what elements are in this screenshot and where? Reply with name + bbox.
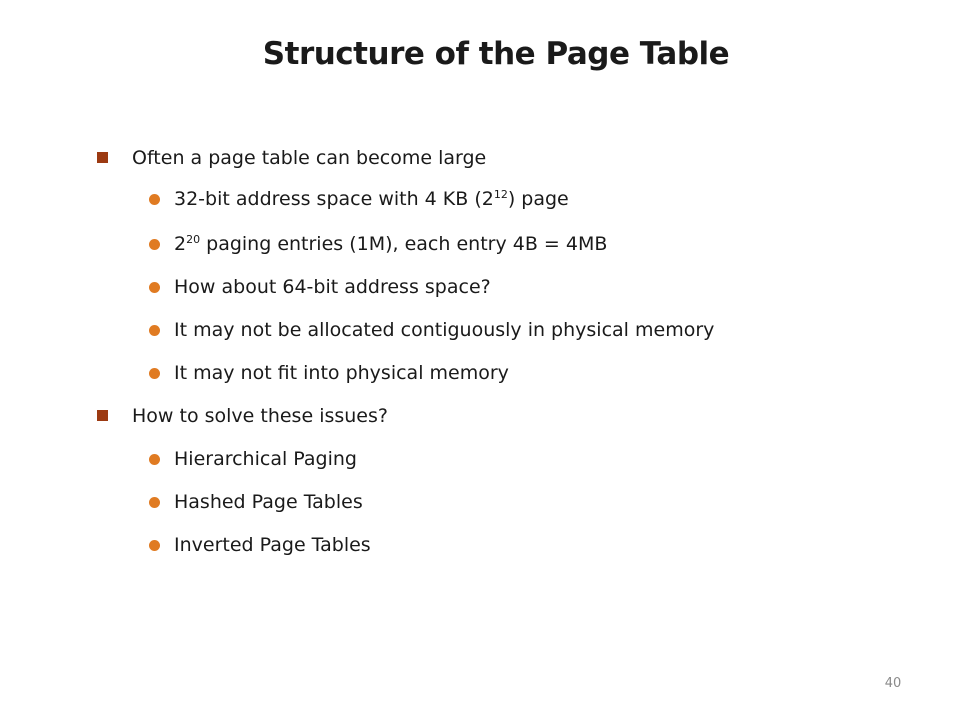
dot-bullet-icon <box>149 239 160 250</box>
superscript-exponent: 12 <box>493 188 508 201</box>
dot-bullet-icon <box>149 194 160 205</box>
bullet-text-part: paging entries (1M), each entry 4B = 4MB <box>200 233 608 255</box>
bullet-text-part: ) page <box>507 188 569 210</box>
bullet-text <box>174 184 569 214</box>
bullet-text: It may not fit into physical memory <box>174 362 509 384</box>
bullet-text <box>174 229 607 259</box>
bullet-text: It may not be allocated contiguously in physical memory <box>174 319 715 341</box>
page-number: 40 <box>884 676 902 691</box>
dot-bullet-icon <box>149 325 160 336</box>
superscript-exponent: 20 <box>186 233 201 246</box>
dot-bullet-icon <box>149 540 160 551</box>
slide-title: Structure of the Page Table <box>262 36 730 72</box>
bullet-text-part: 2 <box>174 233 187 255</box>
dot-bullet-icon <box>149 497 160 508</box>
square-bullet-icon <box>97 152 108 163</box>
bullet-text-part: 32-bit address space with 4 KB (2 <box>174 188 494 210</box>
bullet-text: Hashed Page Tables <box>174 491 363 513</box>
bullet-text: Hierarchical Paging <box>174 448 357 470</box>
bullet-text: Often a page table can become large <box>132 147 487 169</box>
bullet-text: Inverted Page Tables <box>174 534 371 556</box>
dot-bullet-icon <box>149 454 160 465</box>
dot-bullet-icon <box>149 282 160 293</box>
bullet-text: How to solve these issues? <box>132 405 388 427</box>
bullet-text: How about 64-bit address space? <box>174 276 491 298</box>
dot-bullet-icon <box>149 368 160 379</box>
square-bullet-icon <box>97 410 108 421</box>
